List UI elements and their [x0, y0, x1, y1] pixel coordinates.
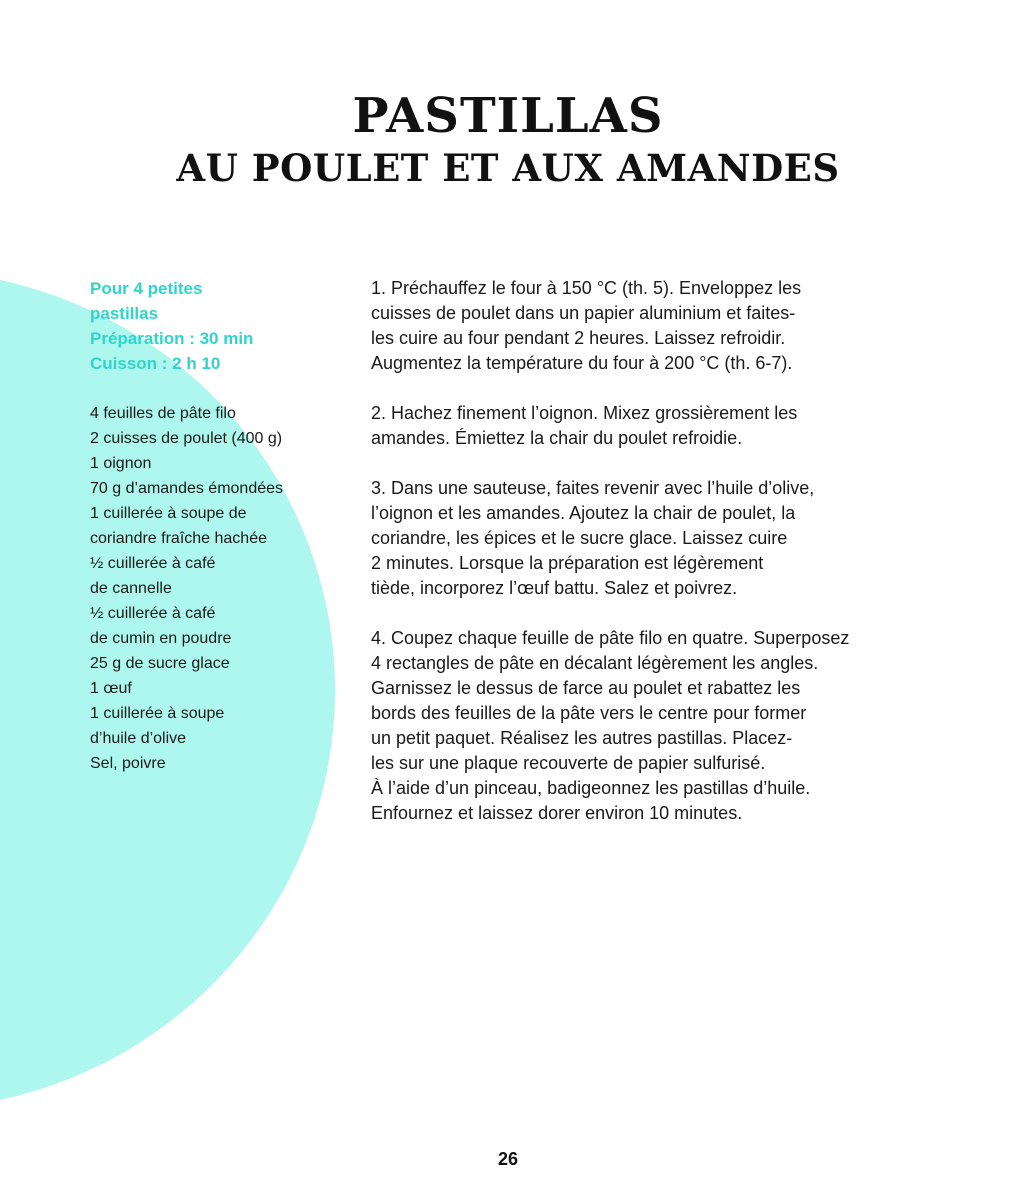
- recipe-steps: [371, 276, 931, 851]
- recipe-subtitle: AU POULET ET AUX AMANDES: [176, 146, 840, 190]
- step-line: 2 minutes. Lorsque la préparation est légèrement: [371, 553, 764, 573]
- ingredient-line: 1 cuillerée à soupe de: [90, 505, 247, 522]
- step-3: [371, 476, 931, 601]
- step-line: Augmentez la température du four à 200 °C (th. 6-7).: [371, 353, 793, 373]
- step-line: les sur une plaque recouverte de papier sulfurisé.: [371, 753, 766, 773]
- ingredient-line: coriandre fraîche hachée: [90, 530, 267, 547]
- ingredient-line: de cumin en poudre: [90, 630, 232, 647]
- step-line: Garnissez le dessus de farce au poulet et rabattez les: [371, 678, 801, 698]
- step-line: les cuire au four pendant 2 heures. Laissez refroidir.: [371, 328, 786, 348]
- ingredient-line: 70 g d’amandes émondées: [90, 480, 284, 497]
- step-line: l’oignon et les amandes. Ajoutez la chair de poulet, la: [371, 503, 796, 523]
- step-line: un petit paquet. Réalisez les autres pastillas. Placez-: [371, 728, 793, 748]
- recipe-info: [90, 276, 340, 376]
- ingredient-line: Sel, poivre: [90, 755, 166, 772]
- step-line: 4 rectangles de pâte en décalant légèrement les angles.: [371, 653, 819, 673]
- step-line: bords des feuilles de la pâte vers le centre pour former: [371, 703, 807, 723]
- ingredient-line: de cannelle: [90, 580, 172, 597]
- recipe-title: PASTILLAS: [352, 88, 664, 144]
- page-number: 26: [497, 1149, 519, 1169]
- step-line: 4. Coupez chaque feuille de pâte filo en quatre. Superposez: [371, 628, 850, 648]
- step-line: 1. Préchauffez le four à 150 °C (th. 5). Enveloppez les: [371, 278, 802, 298]
- ingredient-line: 2 cuisses de poulet (400 g): [90, 430, 283, 447]
- servings-line-1: Pour 4 petites: [90, 279, 203, 298]
- ingredient-line: 1 œuf: [90, 680, 132, 697]
- step-line: Enfournez et laissez dorer environ 10 minutes.: [371, 803, 743, 823]
- ingredient-line: d’huile d’olive: [90, 730, 187, 747]
- cooking-time: Cuisson : 2 h 10: [90, 354, 221, 373]
- step-1: [371, 276, 931, 376]
- ingredient-line: 4 feuilles de pâte filo: [90, 405, 236, 422]
- ingredient-line: 25 g de sucre glace: [90, 655, 230, 672]
- step-line: 3. Dans une sauteuse, faites revenir avec l’huile d’olive,: [371, 478, 815, 498]
- ingredient-line: 1 oignon: [90, 455, 152, 472]
- step-line: 2. Hachez finement l’oignon. Mixez grossièrement les: [371, 403, 798, 423]
- step-2: [371, 401, 931, 451]
- servings-line-2: pastillas: [90, 304, 159, 323]
- step-line: tiède, incorporez l’œuf battu. Salez et poivrez.: [371, 578, 738, 598]
- preparation-time: Préparation : 30 min: [90, 329, 254, 348]
- step-line: cuisses de poulet dans un papier aluminium et faites-: [371, 303, 796, 323]
- step-line: À l’aide d’un pinceau, badigeonnez les pastillas d’huile.: [371, 778, 811, 798]
- ingredient-line: ½ cuillerée à café: [90, 605, 216, 622]
- step-4: [371, 626, 931, 826]
- step-line: coriandre, les épices et le sucre glace. Laissez cuire: [371, 528, 788, 548]
- step-line: amandes. Émiettez la chair du poulet refroidie.: [371, 428, 743, 448]
- ingredient-line: ½ cuillerée à café: [90, 555, 216, 572]
- ingredient-line: 1 cuillerée à soupe: [90, 705, 225, 722]
- ingredients-list: [90, 401, 340, 776]
